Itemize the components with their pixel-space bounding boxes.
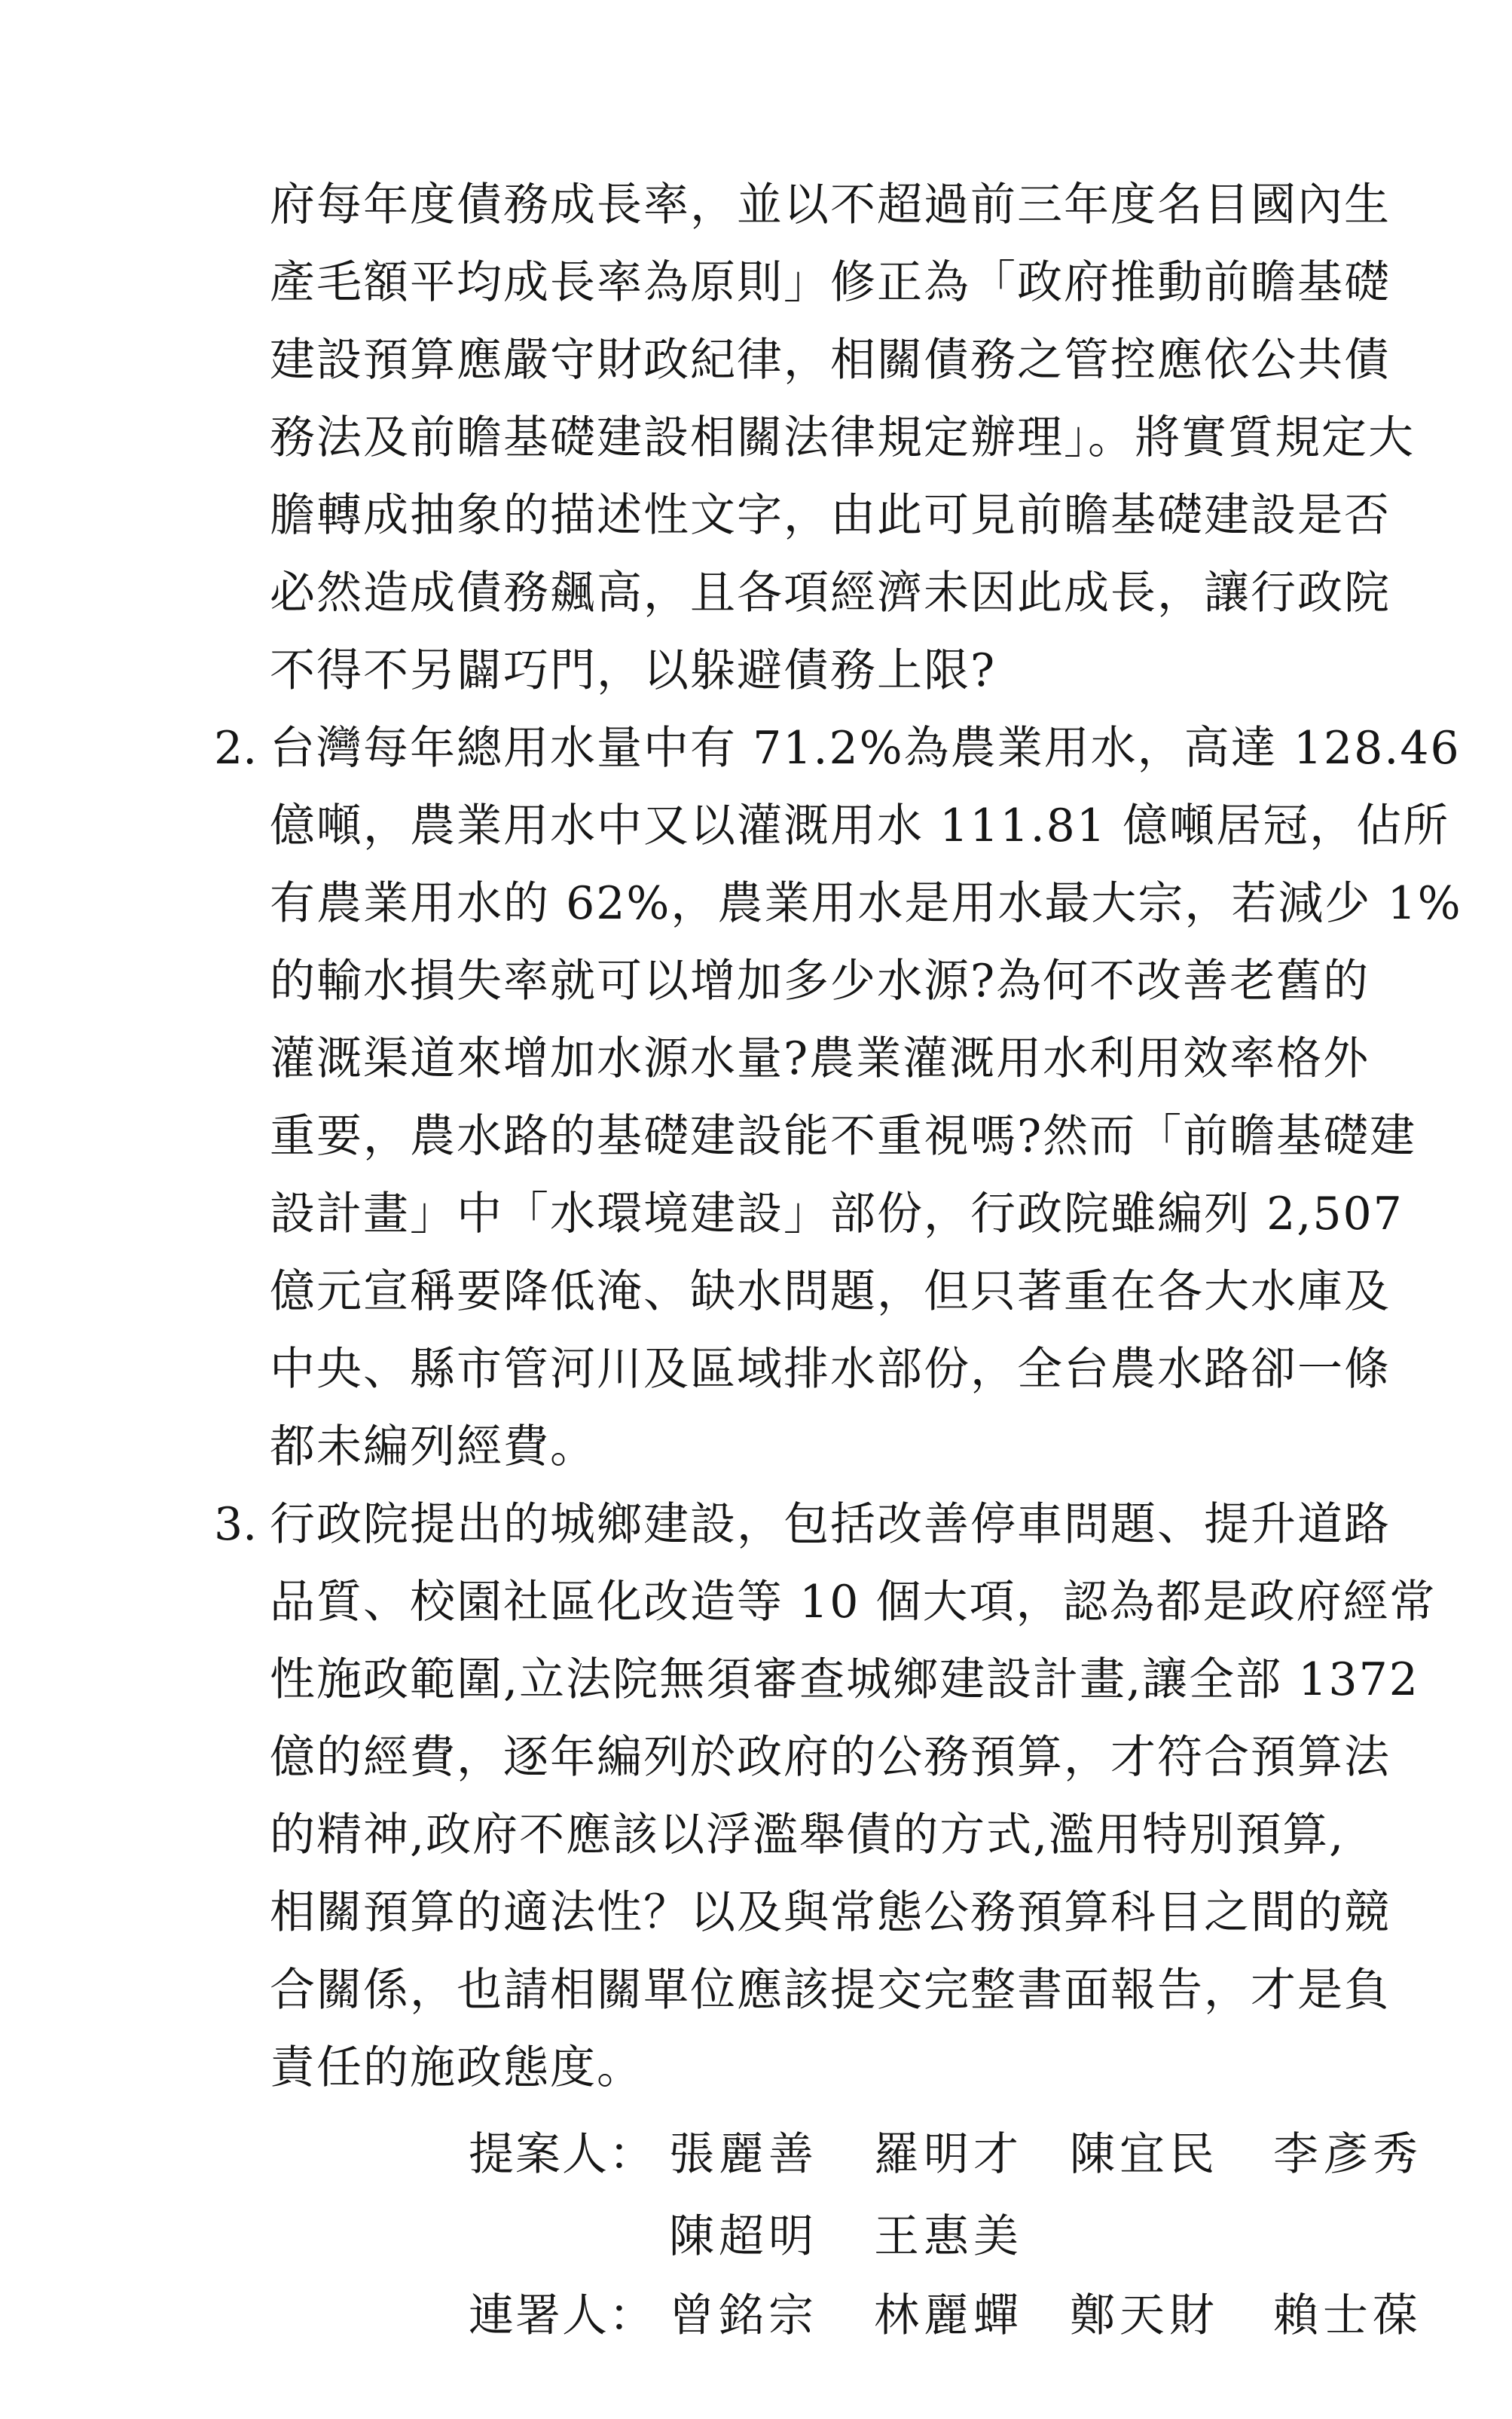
proposer-name: 羅明才 [874, 2128, 1023, 2181]
proposer-name: 李彥秀 [1273, 2128, 1422, 2181]
proposer-label: 提案人： [469, 2128, 655, 2181]
cosigner-name: 林麗蟬 [874, 2289, 1023, 2342]
proposer-name: 張麗善 [669, 2128, 818, 2181]
item-number: 2. [214, 722, 258, 775]
text-line: 責任的施政態度。 [270, 2041, 643, 2094]
text-line: 都未編列經費。 [270, 1421, 597, 1473]
text-line: 性施政範圍,立法院無須審查城鄉建設計畫,讓全部 1372 [270, 1653, 1419, 1706]
text-line: 的輸水損失率就可以增加多少水源?為何不改善老舊的 [270, 955, 1370, 1008]
cosigner-name: 鄭天財 [1070, 2289, 1219, 2342]
text-line: 品質、校園社區化改造等 10 個大項，認為都是政府經常 [270, 1576, 1437, 1628]
text-line: 產毛額平均成長率為原則」修正為「政府推動前瞻基礎 [270, 256, 1391, 309]
item-number: 3. [214, 1498, 258, 1551]
text-line: 務法及前瞻基礎建設相關法律規定辦理」。將實質規定大 [270, 411, 1415, 464]
cosigner-name: 曾銘宗 [669, 2289, 818, 2342]
text-line: 億元宣稱要降低淹、缺水問題，但只著重在各大水庫及 [270, 1265, 1391, 1318]
text-line: 必然造成債務飆高，且各項經濟未因此成長，讓行政院 [270, 567, 1391, 619]
text-line: 灌溉渠道來增加水源水量?農業灌溉用水利用效率格外 [270, 1032, 1370, 1085]
text-line: 相關預算的適法性？以及與常態公務預算科目之間的競 [270, 1886, 1391, 1939]
text-line: 中央、縣市管河川及區域排水部份，全台農水路卻一條 [270, 1343, 1391, 1396]
text-line: 合關係，也請相關單位應該提交完整書面報告，才是負 [270, 1964, 1391, 2017]
cosigner-name: 賴士葆 [1273, 2289, 1422, 2342]
text-line: 設計畫」中「水環境建設」部份，行政院雖編列 2,507 [270, 1188, 1404, 1240]
text-line: 的精神,政府不應該以浮濫舉債的方式,濫用特別預算, [270, 1809, 1346, 1861]
proposer-name: 王惠美 [874, 2210, 1023, 2263]
text-line: 億的經費，逐年編列於政府的公務預算，才符合預算法 [270, 1731, 1391, 1784]
text-line: 府每年度債務成長率，並以不超過前三年度名目國內生 [270, 179, 1391, 231]
text-line: 不得不另闢巧門，以躲避債務上限? [270, 644, 997, 697]
text-line: 重要，農水路的基礎建設能不重視嗎?然而「前瞻基礎建 [270, 1110, 1417, 1163]
cosigner-label: 連署人： [469, 2289, 655, 2342]
proposer-name: 陳宜民 [1070, 2128, 1219, 2181]
text-line: 台灣每年總用水量中有 71.2%為農業用水，高達 128.46 [270, 722, 1461, 775]
text-line: 有農業用水的 62%，農業用水是用水最大宗，若減少 1% [270, 877, 1462, 930]
text-line: 膽轉成抽象的描述性文字，由此可見前瞻基礎建設是否 [270, 489, 1391, 542]
text-line: 億噸，農業用水中又以灌溉用水 111.81 億噸居冠，佔所 [270, 800, 1450, 852]
text-line: 行政院提出的城鄉建設，包括改善停車問題、提升道路 [270, 1498, 1391, 1551]
proposer-name: 陳超明 [669, 2210, 818, 2263]
text-line: 建設預算應嚴守財政紀律，相關債務之管控應依公共債 [270, 334, 1391, 387]
